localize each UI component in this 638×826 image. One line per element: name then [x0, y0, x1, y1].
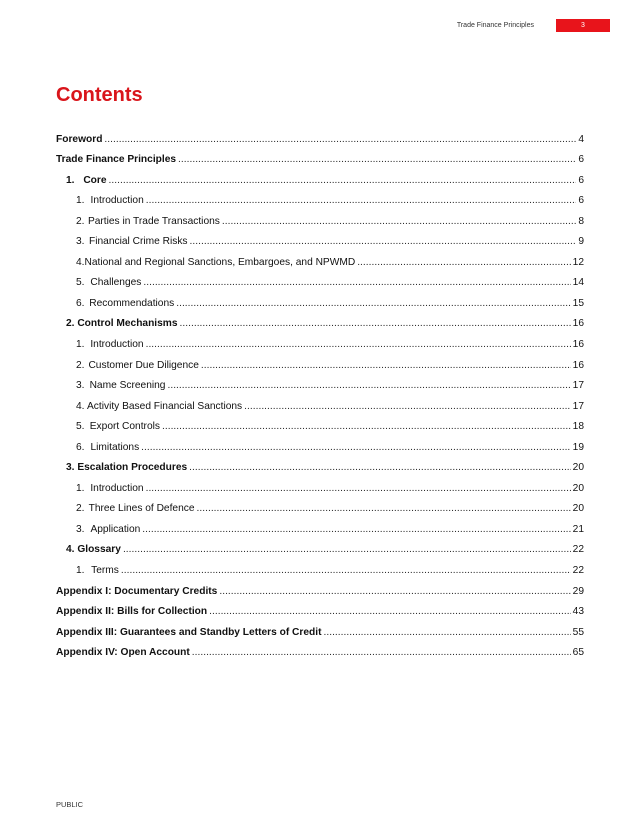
dot-leader [323, 627, 570, 638]
toc-entry-page-number: 21 [572, 523, 584, 535]
toc-entry-label: Appendix IV: Open Account [56, 647, 190, 659]
toc-entry-label: Appendix II: Bills for Collection [56, 606, 208, 618]
toc-entry[interactable] [56, 247, 584, 268]
toc-entry-label: Terms [91, 565, 119, 577]
toc-entry-page-number: 17 [572, 400, 584, 412]
toc-entry-number: 2. [76, 503, 85, 515]
toc-entry-page-number: 15 [572, 297, 584, 309]
toc-entry[interactable] [56, 473, 584, 494]
toc-entry-label: Activity Based Financial Sanctions [87, 400, 243, 412]
toc-entry-page-number: 14 [572, 277, 584, 289]
toc-entry[interactable] [56, 391, 584, 412]
toc-entry[interactable] [56, 514, 584, 535]
toc-entry-label: Core [83, 174, 107, 186]
toc-entry-number: 1. [76, 565, 85, 577]
dot-leader [162, 421, 571, 432]
toc-entry-label: Recommendations [89, 297, 175, 309]
toc-entry-number: 5. [76, 277, 85, 289]
dot-leader [357, 257, 570, 268]
toc-entry[interactable] [56, 165, 584, 186]
toc-entry[interactable] [56, 555, 584, 576]
toc-entry-number: 3. [76, 523, 85, 535]
toc-entry-page-number: 43 [572, 606, 584, 618]
toc-entry[interactable] [56, 432, 584, 453]
toc-entry-page-number: 65 [572, 647, 584, 659]
toc-entry-page-number: 22 [572, 544, 584, 556]
dot-leader [143, 277, 570, 288]
toc-entry-page-number: 29 [572, 585, 584, 597]
toc-entry-label: Trade Finance Principles [56, 154, 177, 166]
toc-entry[interactable] [56, 638, 584, 659]
toc-entry-label: National and Regional Sanctions, Embargoes, and NPWMD [84, 256, 356, 268]
toc-entry-label: 2. Control Mechanisms [66, 318, 178, 330]
toc-entry-label: Challenges [90, 277, 142, 289]
toc-entry-page-number: 6 [578, 154, 584, 166]
dot-leader [109, 175, 577, 186]
toc-entry[interactable] [56, 227, 584, 248]
toc-entry[interactable] [56, 350, 584, 371]
toc-entry[interactable] [56, 186, 584, 207]
dot-leader [180, 318, 571, 329]
dot-leader [192, 647, 571, 658]
toc-entry-page-number: 18 [572, 421, 584, 433]
toc-entry-page-number: 22 [572, 565, 584, 577]
toc-entry-page-number: 20 [572, 482, 584, 494]
running-header-title: Trade Finance Principles [456, 22, 534, 29]
toc-entry-page-number: 55 [572, 626, 584, 638]
dot-leader [197, 503, 571, 514]
page-number-badge: 3 [556, 19, 610, 32]
toc-entry-page-number: 16 [572, 359, 584, 371]
dot-leader [141, 442, 570, 453]
toc-entry-page-number: 8 [578, 215, 584, 227]
dot-leader [209, 606, 571, 617]
toc-entry-label: Financial Crime Risks [89, 236, 188, 248]
dot-leader [201, 360, 571, 371]
dot-leader [189, 462, 570, 473]
toc-entry[interactable] [56, 124, 584, 145]
toc-entry[interactable] [56, 453, 584, 474]
toc-entry-label: Export Controls [89, 421, 160, 433]
dot-leader [146, 339, 571, 350]
toc-entry[interactable] [56, 371, 584, 392]
dot-leader [142, 524, 570, 535]
toc-entry[interactable] [56, 494, 584, 515]
toc-entry[interactable] [56, 576, 584, 597]
toc-entry[interactable] [56, 268, 584, 289]
toc-entry-number: 1. [76, 195, 85, 207]
toc-entry-label: 3. Escalation Procedures [66, 462, 188, 474]
toc-entry-page-number: 20 [572, 503, 584, 515]
toc-entry-number: 4. [76, 400, 85, 412]
toc-entry[interactable] [56, 309, 584, 330]
toc-entry[interactable] [56, 206, 584, 227]
toc-entry-page-number: 6 [578, 195, 584, 207]
toc-entry-page-number: 16 [572, 318, 584, 330]
toc-entry[interactable] [56, 412, 584, 433]
toc-entry-number: 2. [76, 215, 85, 227]
dot-leader [104, 134, 576, 145]
toc-entry-number: 6. [76, 297, 85, 309]
toc-entry-label: Foreword [56, 133, 103, 145]
dot-leader [219, 586, 570, 597]
toc-entry-label: Name Screening [89, 380, 166, 392]
toc-entry[interactable] [56, 329, 584, 350]
toc-entry-page-number: 4 [578, 133, 584, 145]
toc-entry-page-number: 19 [572, 441, 584, 453]
dot-leader [190, 236, 577, 247]
table-of-contents [56, 124, 584, 658]
toc-entry-label: Appendix I: Documentary Credits [56, 585, 218, 597]
toc-entry-number: 3. [76, 236, 85, 248]
toc-entry-label: Three Lines of Defence [88, 503, 195, 515]
toc-entry-label: Application [90, 523, 141, 535]
dot-leader [123, 544, 571, 555]
toc-entry[interactable] [56, 617, 584, 638]
toc-entry[interactable] [56, 535, 584, 556]
contents-heading: Contents [56, 84, 143, 106]
dot-leader [167, 380, 570, 391]
dot-leader [146, 483, 571, 494]
dot-leader [176, 298, 570, 309]
toc-entry-number: 5. [76, 421, 85, 433]
toc-entry-number: 3. [76, 380, 85, 392]
toc-entry[interactable] [56, 145, 584, 166]
dot-leader [244, 401, 571, 412]
toc-entry-label: Introduction [90, 482, 144, 494]
toc-entry[interactable] [56, 597, 584, 618]
toc-entry-number: 4. [76, 256, 85, 268]
dot-leader [121, 565, 571, 576]
footer-classification: PUBLIC [56, 800, 84, 809]
toc-entry-number: 1. [76, 482, 85, 494]
toc-entry-page-number: 9 [578, 236, 584, 248]
toc-entry-page-number: 12 [572, 256, 584, 268]
dot-leader [222, 216, 576, 227]
toc-entry[interactable] [56, 288, 584, 309]
dot-leader [146, 195, 577, 206]
toc-entry-label: Customer Due Diligence [88, 359, 199, 371]
toc-entry-number: 6. [76, 441, 85, 453]
toc-entry-label: Parties in Trade Transactions [87, 215, 220, 227]
dot-leader [178, 154, 576, 165]
toc-entry-label: 4. Glossary [66, 544, 121, 556]
toc-entry-number: 1. [76, 339, 85, 351]
toc-entry-number: 1. [66, 174, 75, 186]
toc-entry-page-number: 16 [572, 339, 584, 351]
toc-entry-label: Introduction [90, 339, 144, 351]
toc-entry-page-number: 6 [578, 174, 584, 186]
toc-entry-label: Introduction [90, 195, 144, 207]
toc-entry-page-number: 20 [572, 462, 584, 474]
toc-entry-page-number: 17 [572, 380, 584, 392]
toc-entry-label: Limitations [90, 441, 140, 453]
toc-entry-label: Appendix III: Guarantees and Standby Letters of Credit [56, 626, 322, 638]
toc-entry-number: 2. [76, 359, 85, 371]
